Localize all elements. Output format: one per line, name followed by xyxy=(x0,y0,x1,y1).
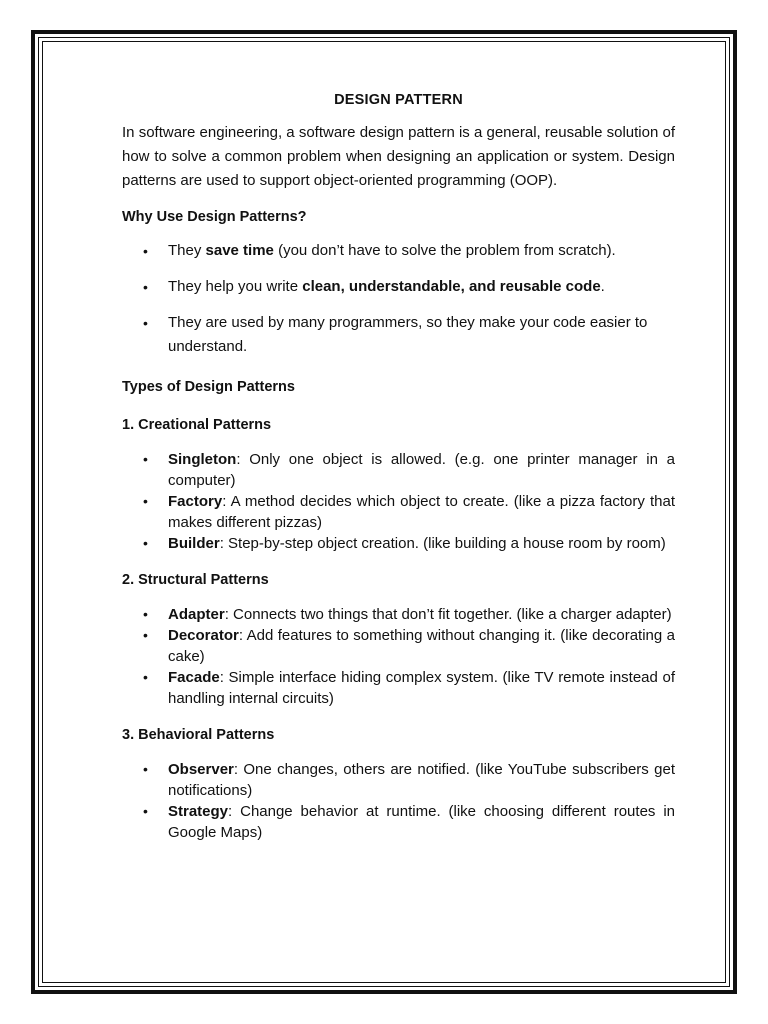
group-heading-creational: 1. Creational Patterns xyxy=(122,417,272,433)
pattern-desc: : Only one object is allowed. (e.g. one printer manager in a computer) xyxy=(168,451,675,489)
why-item-text: They are used by many programmers, so they make your code easier to understand. xyxy=(168,314,648,355)
pattern-desc: : Change behavior at runtime. (like choosing different routes in Google Maps) xyxy=(168,803,675,841)
pattern-desc: : Add features to something without changing it. (like decorating a cake) xyxy=(168,627,675,665)
group-heading-behavioral: 3. Behavioral Patterns xyxy=(122,727,275,743)
pattern-name: Strategy xyxy=(168,803,229,820)
why-heading: Why Use Design Patterns? xyxy=(122,209,307,225)
why-item xyxy=(122,239,675,263)
pattern-list-behavioral xyxy=(122,759,675,843)
bullet-icon: • xyxy=(143,627,148,643)
pattern-item xyxy=(122,533,675,554)
pattern-name: Facade xyxy=(168,669,220,686)
intro-paragraph: In software engineering, a software design pattern is a general, reusable solution of how to solve a common problem when designing an application or system. Design patterns are used to support object-oriented programming (OOP). xyxy=(122,124,675,189)
why-list xyxy=(122,239,675,359)
pattern-item xyxy=(122,625,675,667)
pattern-desc: : Connects two things that don’t fit together. (like a charger adapter) xyxy=(224,606,672,623)
pattern-name: Builder xyxy=(168,535,220,552)
pattern-desc: : One changes, others are notified. (like YouTube subscribers get notifications) xyxy=(168,761,675,799)
pattern-item xyxy=(122,759,675,801)
pattern-name: Singleton xyxy=(168,451,237,468)
bullet-icon: • xyxy=(143,803,148,819)
why-item-text: They xyxy=(168,242,206,259)
pattern-item xyxy=(122,491,675,533)
bullet-icon: • xyxy=(143,243,148,259)
pattern-item xyxy=(122,801,675,843)
why-item-bold: save time xyxy=(205,242,274,259)
why-item xyxy=(122,311,675,359)
pattern-name: Observer xyxy=(168,761,234,778)
pattern-item xyxy=(122,449,675,491)
bullet-icon: • xyxy=(143,451,148,467)
bullet-icon: • xyxy=(143,761,148,777)
pattern-desc: : Simple interface hiding complex system. (like TV remote instead of handling internal circuits) xyxy=(168,669,675,707)
pattern-item xyxy=(122,667,675,709)
pattern-list-structural xyxy=(122,604,675,709)
bullet-icon: • xyxy=(143,315,148,331)
pattern-list-creational xyxy=(122,449,675,554)
pattern-name: Decorator xyxy=(168,627,239,644)
pattern-name: Adapter xyxy=(168,606,225,623)
pattern-item xyxy=(122,604,675,625)
pattern-desc: : A method decides which object to create. (like a pizza factory that makes different pizzas) xyxy=(168,493,675,531)
group-heading-structural: 2. Structural Patterns xyxy=(122,572,269,588)
document-title: DESIGN PATTERN xyxy=(334,92,463,108)
pattern-desc: : Step-by-step object creation. (like building a house room by room) xyxy=(219,535,666,552)
bullet-icon: • xyxy=(143,279,148,295)
pattern-name: Factory xyxy=(168,493,223,510)
why-item xyxy=(122,275,675,299)
document-page xyxy=(122,88,675,843)
why-item-bold: clean, understandable, and reusable code xyxy=(302,278,601,295)
bullet-icon: • xyxy=(143,493,148,509)
why-item-text: (you don’t have to solve the problem from scratch). xyxy=(273,242,616,259)
why-item-text: . xyxy=(600,278,605,295)
bullet-icon: • xyxy=(143,669,148,685)
bullet-icon: • xyxy=(143,535,148,551)
types-heading: Types of Design Patterns xyxy=(122,379,295,395)
why-item-text: They help you write xyxy=(168,278,303,295)
bullet-icon: • xyxy=(143,606,148,622)
